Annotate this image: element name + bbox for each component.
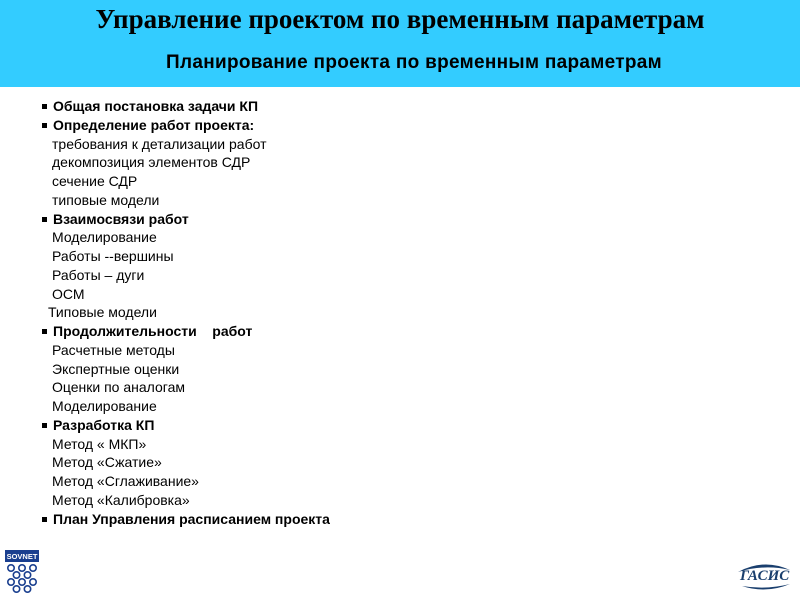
outline-item: Разработка КП — [42, 416, 562, 435]
outline-subitem: Моделирование — [52, 229, 157, 246]
outline-subitem: требования к детализации работ — [52, 135, 267, 152]
outline-subitem: сечение СДР — [52, 173, 138, 189]
page-subtitle: Планирование проекта по временным параметрам — [166, 52, 662, 73]
outline-subitem: Работы --вершины — [52, 248, 174, 264]
outline-subitem: Метод «Сглаживание» — [52, 473, 199, 489]
outline-item: Продолжительности работ — [42, 322, 562, 341]
outline-item: Определение работ проекта: — [42, 116, 562, 135]
outline-item: Взаимосвязи работ — [42, 210, 562, 229]
outline-subitem: Экспертные оценки — [52, 360, 180, 377]
outline-subitem: Расчетные методы — [52, 341, 175, 358]
outline-subitem: Моделирование — [52, 398, 157, 414]
title-banner — [0, 0, 800, 87]
gasis-logo-icon — [734, 560, 794, 592]
sovnet-logo-text: SOVNET — [6, 552, 38, 561]
outline-subitem: типовые модели — [52, 191, 160, 208]
page-title: Управление проектом по временным параметрам — [95, 4, 705, 34]
outline-subitem: Метод «Калибровка» — [52, 491, 190, 508]
outline-item: План Управления расписанием проекта — [42, 510, 562, 529]
outline-subitem: Типовые модели — [48, 304, 157, 321]
outline-subitem: Метод «Сжатие» — [52, 454, 162, 471]
outline-item: Общая постановка задачи КП — [42, 97, 562, 116]
outline-subitem: декомпозиция элементов СДР — [52, 154, 251, 171]
outline-subitem: Оценки по аналогам — [52, 379, 185, 396]
outline-subitem: Работы – дуги — [52, 266, 145, 283]
outline-subitem: ОСМ — [52, 285, 85, 302]
outline-list — [42, 97, 562, 528]
sovnet-logo-icon — [5, 550, 39, 595]
gasis-logo-text: ГАСИС — [740, 568, 790, 584]
outline-subitem: Метод « МКП» — [52, 435, 147, 452]
